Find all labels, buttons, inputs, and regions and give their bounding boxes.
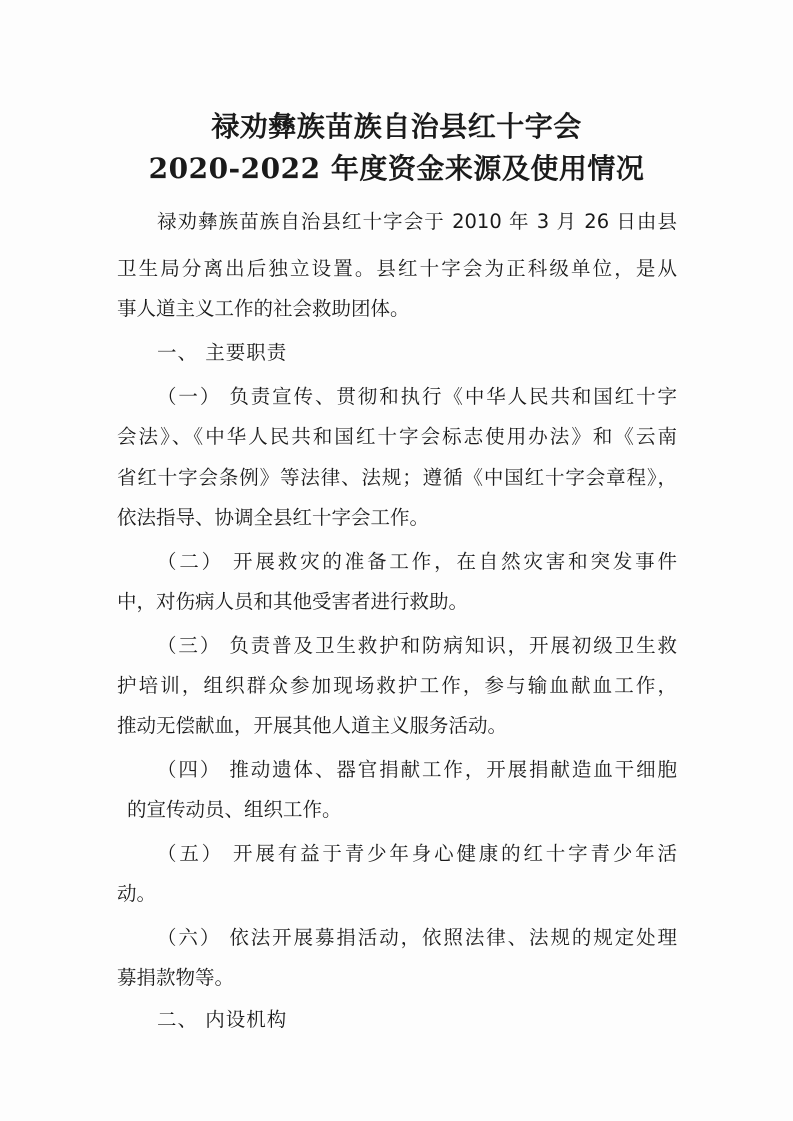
paragraph-line: 募捐款物等。 <box>117 966 235 989</box>
paragraph-line: 事人道主义工作的社会救助团体。 <box>117 297 410 320</box>
paragraph-line: 禄劝彝族苗族自治县红十字会于 2010 年 3 月 26 日由县 <box>157 210 677 233</box>
document-title-line-1: 禄劝彝族苗族自治县红十字会 <box>211 110 582 143</box>
paragraph-line: 省红十字会条例》等法律、法规；遵循《中国红十字会章程》， <box>117 466 677 489</box>
paragraph-line: （二） 开展救灾的准备工作，在自然灾害和突发事件 <box>157 550 677 573</box>
paragraph-line: 推动无偿献血，开展其他人道主义服务活动。 <box>117 714 508 737</box>
section-heading: 二、 内设机构 <box>157 1008 288 1031</box>
paragraph-line: （三） 负责普及卫生救护和防病知识，开展初级卫生救 <box>157 634 677 657</box>
paragraph-line: 护培训，组织群众参加现场救护工作，参与输血献血工作， <box>117 674 677 697</box>
paragraph-line: （五） 开展有益于青少年身心健康的红十字青少年活 <box>157 842 677 865</box>
paragraph-line: 中，对伤病人员和其他受害者进行救助。 <box>117 590 469 613</box>
paragraph-line: 卫生局分离出后独立设置。县红十字会为正科级单位，是从 <box>117 257 677 280</box>
paragraph-line: （六） 依法开展募捐活动，依照法律、法规的规定处理 <box>157 926 677 949</box>
paragraph-line: 会法》、《中华人民共和国红十字会标志使用办法》和《云南 <box>117 425 677 448</box>
document-title-line-2: 2020-2022 年度资金来源及使用情况 <box>148 152 645 185</box>
section-heading: 一、 主要职责 <box>157 341 288 364</box>
paragraph-line: 依法指导、协调全县红十字会工作。 <box>117 506 430 529</box>
paragraph-line: 动。 <box>117 882 157 905</box>
paragraph-line: （一） 负责宣传、贯彻和执行《中华人民共和国红十字 <box>157 385 677 408</box>
paragraph-line: 的宣传动员、组织工作。 <box>127 798 342 821</box>
paragraph-line: （四） 推动遗体、器官捐献工作，开展捐献造血干细胞 <box>157 758 677 781</box>
